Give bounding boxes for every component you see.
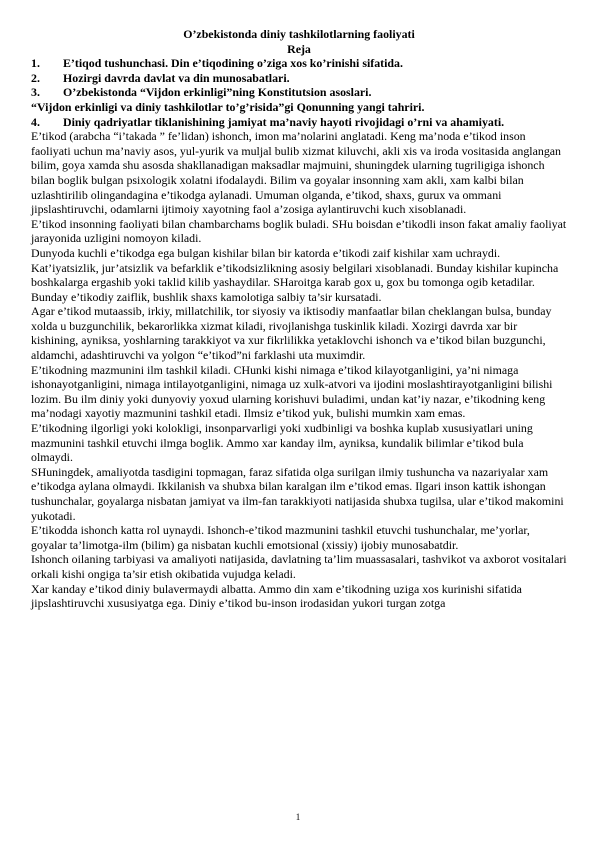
plan-item-text: Hozirgi davrda davlat va din munosabatlari. [63,70,290,85]
document-body [31,27,567,611]
document-title: O’zbekistonda diniy tashkilotlarning faoliyati [183,27,415,41]
body-paragraph: E’tikod insonning faoliyati bilan chambarchams boglik buladi. SHu boisdan e’tikodli inson fakat amaliy faoliyat jarayonida uzligini nomoyon kiladi. [31,216,567,246]
body-paragraph: E’tikodda ishonch katta rol uynaydi. Ishonch-e’tikod mazmunini tashkil etuvchi tushunchalar, me’yorlar, goyalar ta’limotga-ilm (bilim) ga nisbatan kuchli emotsional (xissiy) ijobiy munosabatdir. [31,523,530,552]
page-number: 1 [295,812,301,822]
plan-item [31,56,567,71]
plan-item [31,71,567,86]
plan-subtitle: “Vijdon erkinligi va diniy tashkilotlar to’g’risida”gi Qonunning yangi tahriri. [31,99,425,114]
body-paragraph: Ishonch oilaning tarbiyasi va amaliyoti natijasida, davlatning ta’lim muassasalari, tashvikot va axborot vositalari orkali kishi ongiga ta’sir etish okibatida vujudga keladi. [31,552,567,581]
plan-item-number: 2. [31,70,40,85]
plan-heading: Reja [287,41,311,56]
body-paragraph: E’tikodning ilgorligi yoki kolokligi, insonparvarligi yoki xudbinligi va boshka kuplab xususiyatlari uning mazmunini tashkil etuvchi ilmga boglik. Ammo xar kanday ilm, ayniksa, kundalik bilimlar e’tikod bula olmaydi. [31,421,533,465]
plan-item-number: 1. [31,56,40,71]
plan-item-number: 3. [31,85,40,100]
plan-item-number: 4. [31,114,40,129]
body-paragraph: Xar kanday e’tikod diniy bulavermaydi albatta. Ammo din xam e’tikodning uziga xos kurinishi sifatida jipslashtiruvchi xususiyatga ega. Diniy e’tikod bu-inson irodasidan yukori turgan zotga [31,581,522,611]
body-paragraph: Agar e’tikod mutaassib, irkiy, millatchilik, tor siyosiy va iktisodiy manfaatlar bilan cheklangan bulsa, bunday xolda u buzgunchilik, bekarorlikka xizmat kiladi, rivojlanishga tuskinlik kiladi. Xozirgi davrda xar bir kishining, ayniksa, yoshlarning tarakkiyot va xur fikrlilikka yetaklovchi ishonch va e’tikod bilan buzgunchi, aldamchi, adashtiruvchi va yolgon “e’tikod”ni farklashi uta muximdir. [31,304,552,363]
plan-item-text: Diniy qadriyatlar tiklanishining jamiyat ma’naviy hayoti rivojidagi o’rni va ahamiyati. [63,114,505,129]
body-paragraph: E’tikodning mazmunini ilm tashkil kiladi. CHunki kishi nimaga e’tikod kilayotganligini, ya’ni nimaga ishonayotganligini, nimaga intilayotganligini, nimaga uz xulk-atvori va ijodini moslashtirayotganligini bilishi lozim. Bu ilm diniy yoki dunyoviy yoxud ularning korishuvi buladimi, undan kat’iy nazar, e’tikodning keng ma’nodagi xayotiy mazmunini tashkil etadi. Ilmsiz e’tikod yuk, bulishi mumkin xam emas. [31,362,553,421]
plan-item-text: O’zbekistonda “Vijdon erkinligi”ning Konstitutsion asoslari. [63,85,372,100]
plan-item-text: E’tiqod tushunchasi. Din e’tiqodining o’ziga xos ko’rinishi sifatida. [63,56,403,71]
plan-item [31,85,567,100]
body-paragraph: Dunyoda kuchli e’tikodga ega bulgan kishilar bilan bir katorda e’tikodi zaif kishilar xam uchraydi. Kat’iyatsizlik, jur’atsizlik va befarklik e’tikodsizlikning asosiy belgilari xisoblanadi. Bunday kishilar kupincha boshkalarga ergashib yoki taklid kilib yashaydilar. SHaroitga karab gox u, gox bu tomonga ogib ketadilar. Bunday e’tikodiy zaiflik, bushlik shaxs kamolotiga salbiy ta’sir kursatadi. [31,245,559,304]
body-paragraph: E’tikod (arabcha “i’takada ” fe’lidan) ishonch, imon ma’nolarini anglatadi. Keng ma’noda e’tikod inson faoliyati uchun ma’naviy asos, yul-yurik va muljal bulib xizmat kiluvchi, akli xis va iroda vositasida anglangan bilim, goya xamda shu asosda shakllanadigan maksadlar majmuini, shuningdek ularning tugriligiga ishonch bilan boglik bulgan psixologik xolatni ifodalaydi. Bilim va goyalar insonning xam akli, xam kalbi bilan uzlashtirilib olingandagina e’tikodga aylanadi. Umuman olganda, e’tikod, shaxs, gurux va ommani jipslashtiruvchi, odamlarni ijtimoiy xayotning faol a’zosiga aylantiruvchi kuch xisoblanadi. [31,129,562,217]
body-paragraph: SHuningdek, amaliyotda tasdigini topmagan, faraz sifatida olga surilgan ilmiy tushuncha va nazariyalar xam e’tikodga aylana olmaydi. Ikkilanish va shubxa bilan karalgan ilm e’tikod emas. Ilgari inson kattik ishongan tushunchalar, goyalarga nisbatan jamiyat va ilm-fan tarakkiyoti natijasida shubxa tugilsa, ular e’tikod makomini yukotadi. [31,464,564,523]
plan-item [31,115,567,130]
